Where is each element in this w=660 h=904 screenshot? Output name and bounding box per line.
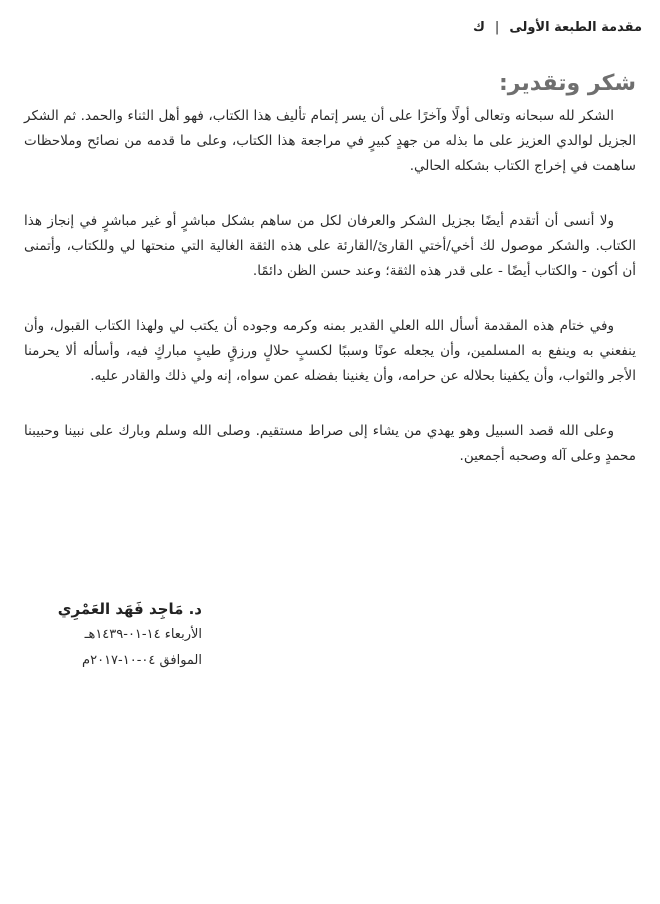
header-section-name: مقدمة الطبعة الأولى — [509, 20, 642, 35]
signature-block — [22, 596, 202, 674]
hijri-date: الأربعاء ١٤-٠١-١٤٣٩هـ — [84, 627, 202, 642]
paragraph-closing-prayer: وفي ختام هذه المقدمة أسأل الله العلي القدير بمنه وكرمه وجوده أن يكتب لي ولهذا الكتاب القبول، وأن ينفعني به وينفع به المسلمين، وأن يجعله عونًا وسببًا لكسبٍ حلالٍ ورزقٍ طيبٍ مباركٍ فيه، وأسأله ألا يحرمنا الأجر والثواب، وأن يكفينا بحلاله عن حرامه، وأن يغنينا بفضله عمن سواه، إنه ولي ذلك والقادر عليه. — [24, 318, 636, 384]
paragraph-thanks-god: الشكر لله سبحانه وتعالى أولًا وآخرًا على أن يسر إتمام تأليف هذا الكتاب، فهو أهل الثناء والحمد. ثم الشكر الجزيل لوالدي العزيز على ما بذله من جهدٍ كبيرٍ في مراجعة هذا الكتاب، وعلى ما قدمه من نصائح وملاحظات ساهمت في إخراج الكتاب بشكله الحالي. — [24, 108, 636, 174]
paragraph-thanks-contributors: ولا أنسى أن أتقدم أيضًا بجزيل الشكر والعرفان لكل من ساهم بشكل مباشرٍ أو غير مباشرٍ في إنجاز هذا الكتاب. والشكر موصول لك أخي/أختي القارئ/القارئة على هذه الثقة الغالية التي منحتها لي وللكتاب، وأتمنى أن أكون - والكتاب أيضًا - على قدر هذه الثقة؛ وعند حسن الظن دائمًا. — [24, 213, 636, 279]
author-name: د. مَاجِد فَهَد العَمْرِي — [57, 600, 202, 618]
paragraph-final-blessing: وعلى الله قصد السبيل وهو يهدي من يشاء إلى صراط مستقيم. وصلى الله وسلم وبارك على نبينا وحبيبنا محمدٍ وعلى آله وصحبه أجمعين. — [24, 423, 636, 464]
running-header — [473, 20, 642, 35]
gregorian-date: الموافق ٠٤-١٠-٢٠١٧م — [82, 653, 202, 668]
page-content — [24, 70, 636, 499]
section-title: شكر وتقدير: — [499, 71, 636, 96]
header-separator: | — [494, 20, 500, 35]
page-number: ك — [473, 20, 485, 35]
